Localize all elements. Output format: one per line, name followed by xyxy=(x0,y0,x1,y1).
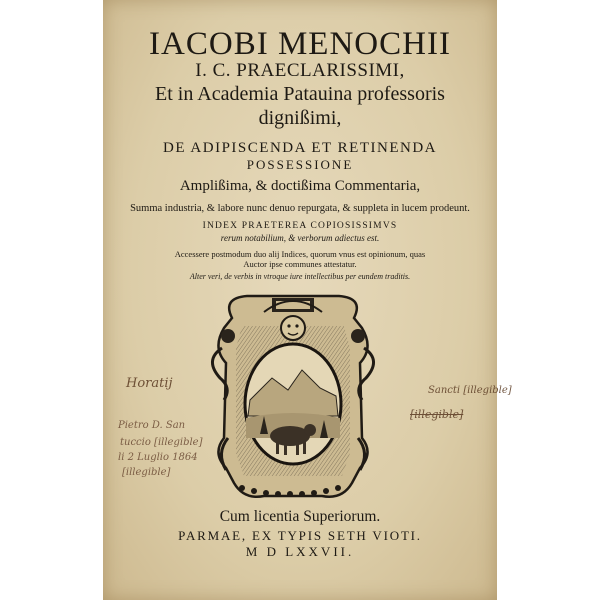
dignitary-line: dignißimi, xyxy=(258,107,342,129)
author-honorific: I. C. PRAECLARISSIMI, xyxy=(195,60,405,81)
description: Summa industria, & labore nunc denuo repurgata, & suppleta in lucem prodeunt. xyxy=(130,203,470,214)
additions-line-1: Accessere postmodum duo alij Indices, quorum vnus est opinionum, quas xyxy=(174,249,426,259)
publication-year: M D LXXVII. xyxy=(245,544,355,559)
manuscript-note-line-4: [illegible] xyxy=(122,467,171,478)
manuscript-note-line-1: Pietro D. San xyxy=(118,420,186,431)
academy-line: Et in Academia Patauina professoris xyxy=(155,83,445,105)
printer-device-woodcut xyxy=(202,288,384,506)
license-line: Cum licentia Superiorum. xyxy=(219,508,381,525)
imprint-line: PARMAE, EX TYPIS SETH VIOTI. xyxy=(178,528,422,543)
work-title-continued: POSSESSIONE xyxy=(246,157,354,172)
manuscript-ownership-name: Horatij xyxy=(126,376,173,391)
work-title: DE ADIPISCENDA ET RETINENDA xyxy=(163,140,437,156)
additions-line-3: Alter veri, de verbis in vtroque iure intellectibus per eundem traditis. xyxy=(189,272,411,281)
subtitle: Amplißima, & doctißima Commentaria, xyxy=(179,178,421,194)
index-line-continued: rerum notabilium, & verborum adiectus est. xyxy=(220,233,380,243)
index-line: INDEX PRAETEREA COPIOSISSIMVS xyxy=(202,221,398,231)
additions-line-2: Auctor ipse communes attestatur. xyxy=(243,259,357,269)
manuscript-right-note-1: Sancti [illegible] xyxy=(428,385,512,396)
manuscript-note-line-2: tuccio [illegible] xyxy=(120,437,203,448)
manuscript-note-line-3: li 2 Luglio 1864 xyxy=(118,452,198,463)
manuscript-right-note-2: [illegible] xyxy=(410,408,464,421)
author-name: IACOBI MENOCHII xyxy=(149,26,451,62)
